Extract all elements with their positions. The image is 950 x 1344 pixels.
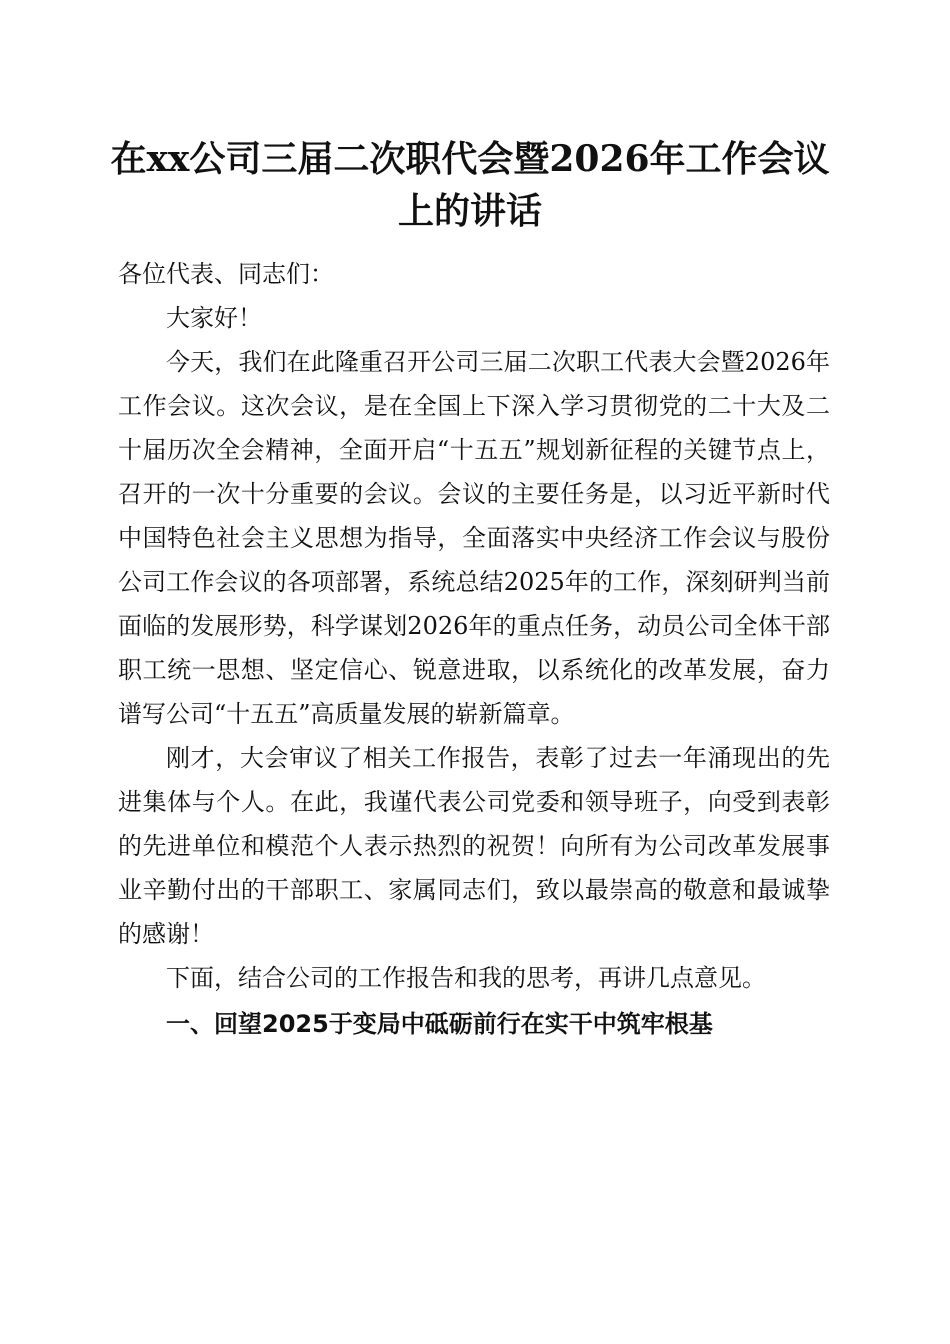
paragraph-meeting-intro: 今天，我们在此隆重召开公司三届二次职工代表大会暨2026年工作会议。这次会议，是在全国上下深入学习贯彻党的二十大及二十届历次全会精神，全面开启“十五五”规划新征程的关键节点上，召开的一次十分重要的会议。会议的主要任务是，以习近平新时代中国特色社会主义思想为指导，全面落实中央经济工作会议与股份公司工作会议的各项部署，系统总结2025年的工作，深刻研判当前面临的发展形势，科学谋划2026年的重点任务，动员公司全体干部职工统一思想、坚定信心、锐意进取，以系统化的改革发展，奋力谱写公司“十五五”高质量发展的崭新篇章。 <box>118 348 830 728</box>
document-title: 在xx公司三届二次职代会暨2026年工作会议上的讲话 <box>110 138 830 232</box>
document-body <box>118 252 830 1046</box>
salutation: 各位代表、同志们： <box>118 260 334 288</box>
section-heading-one: 一、回望2025于变局中砥砺前行在实干中筑牢根基 <box>166 1010 713 1038</box>
paragraph-transition: 下面，结合公司的工作报告和我的思考，再讲几点意见。 <box>166 964 766 992</box>
paragraph-greeting: 大家好！ <box>166 304 262 332</box>
paragraph-commendation: 刚才，大会审议了相关工作报告，表彰了过去一年涌现出的先进集体与个人。在此，我谨代表公司党委和领导班子，向受到表彰的先进单位和模范个人表示热烈的祝贺！向所有为公司改革发展事业辛勤付出的干部职工、家属同志们，致以最崇高的敬意和最诚挚的感谢！ <box>118 744 830 948</box>
